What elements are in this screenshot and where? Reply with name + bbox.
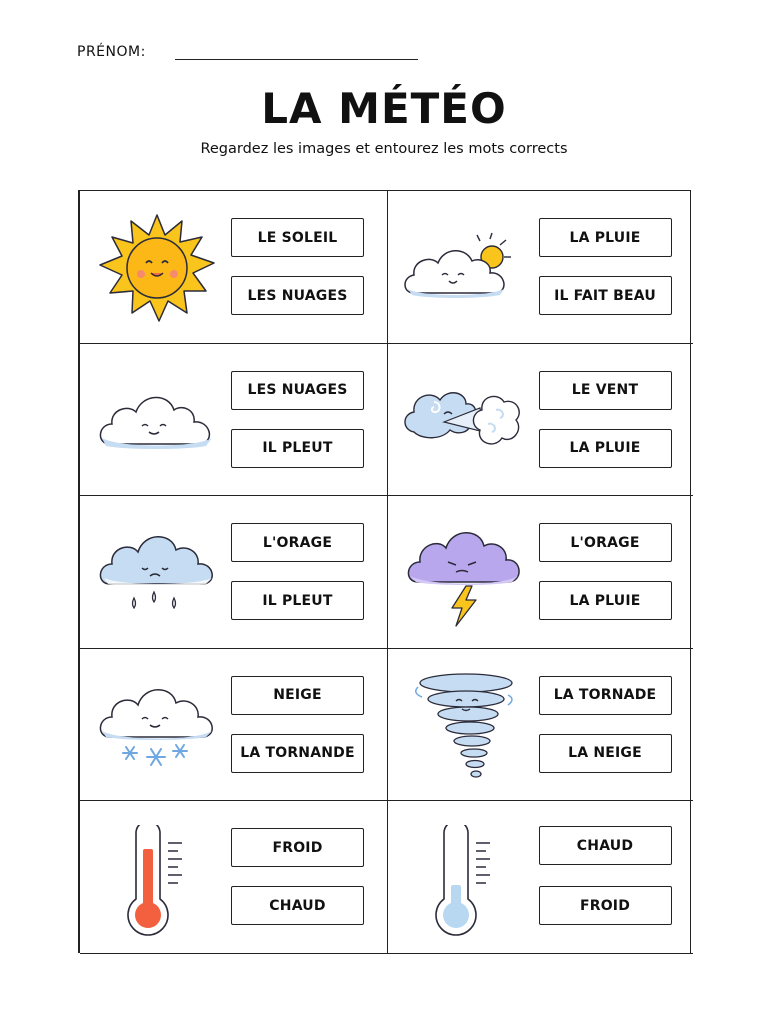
cell-snow <box>80 649 387 802</box>
sun-cloud-icon <box>400 231 518 301</box>
cell-cold <box>387 801 694 954</box>
cold-thermometer-icon <box>430 825 496 937</box>
cell-rain <box>80 496 387 649</box>
option-il-fait-beau[interactable]: IL FAIT BEAU <box>539 276 672 315</box>
cell-cloud <box>80 344 387 497</box>
name-label: PRÉNOM: <box>77 44 146 60</box>
option-neige[interactable]: NEIGE <box>231 676 364 715</box>
option-chaud[interactable]: CHAUD <box>231 886 364 925</box>
cell-tornado <box>387 649 694 802</box>
option-le-soleil[interactable]: LE SOLEIL <box>231 218 364 257</box>
option-il-pleut[interactable]: IL PLEUT <box>231 581 364 620</box>
cell-sun <box>80 191 387 344</box>
sun-icon <box>96 213 218 323</box>
cell-hot <box>80 801 387 954</box>
option-la-tornade[interactable]: LA TORNADE <box>539 676 672 715</box>
cell-wind <box>387 344 694 497</box>
hot-thermometer-icon <box>122 825 188 937</box>
option-la-tornande[interactable]: LA TORNANDE <box>231 734 364 773</box>
tornado-icon <box>412 669 516 787</box>
option-le-vent[interactable]: LE VENT <box>539 371 672 410</box>
cell-storm <box>387 496 694 649</box>
option-il-pleut[interactable]: IL PLEUT <box>231 429 364 468</box>
option-l-orage[interactable]: L'ORAGE <box>539 523 672 562</box>
instructions: Regardez les images et entourez les mots corrects <box>200 141 568 157</box>
option-froid[interactable]: FROID <box>231 828 364 867</box>
option-la-pluie[interactable]: LA PLUIE <box>539 218 672 257</box>
option-chaud[interactable]: CHAUD <box>539 826 672 865</box>
worksheet-grid <box>78 190 691 953</box>
option-les-nuages[interactable]: LES NUAGES <box>231 371 364 410</box>
option-les-nuages[interactable]: LES NUAGES <box>231 276 364 315</box>
option-l-orage[interactable]: L'ORAGE <box>231 523 364 562</box>
page-title: LA MÉTÉO <box>261 84 507 133</box>
option-la-pluie[interactable]: LA PLUIE <box>539 581 672 620</box>
cloud-icon <box>96 380 218 452</box>
rain-cloud-icon <box>96 522 218 622</box>
option-froid[interactable]: FROID <box>539 886 672 925</box>
option-la-neige[interactable]: LA NEIGE <box>539 734 672 773</box>
cell-sun-cloud <box>387 191 694 344</box>
option-la-pluie[interactable]: LA PLUIE <box>539 429 672 468</box>
name-line[interactable] <box>175 59 418 60</box>
wind-icon <box>400 380 526 456</box>
snow-cloud-icon <box>96 677 218 773</box>
storm-cloud-icon <box>404 520 522 632</box>
